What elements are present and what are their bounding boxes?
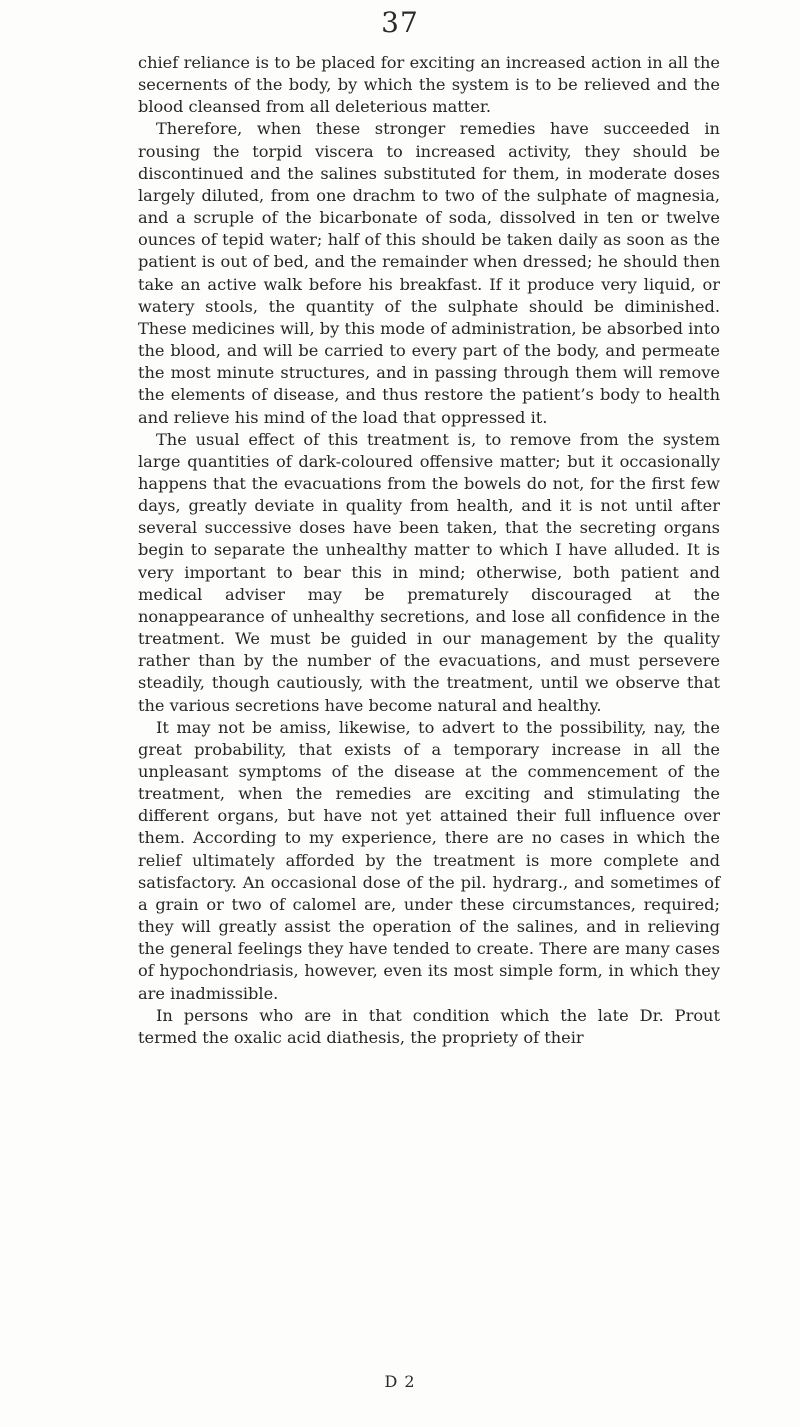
signature-mark: D 2 [384,1372,416,1391]
page-number: 37 [381,6,419,39]
body-text [138,52,720,1049]
paragraph-3: The usual effect of this treatment is, to remove from the system large quantities of dark-coloured offensive matter; but it occasionally happens that the evacuations from the bowels do not, for the first few days, greatly deviate in quality from health, and it is not until after several successive doses have been taken, that the secreting organs begin to separate the unhealthy matter to which I have alluded. It is very important to bear this in mind; otherwise, both patient and medical adviser may be prematurely discouraged at the nonappearance of unhealthy secretions, and lose all confidence in the treatment. We must be guided in our management by the quality rather than by the number of the evacuations, and must persevere steadily, though cautiously, with the treatment, until we observe that the various secretions have become natural and healthy. [138,429,720,715]
paragraph-4: It may not be amiss, likewise, to advert to the possibility, nay, the great probability, that exists of a temporary increase in all the unpleasant symptoms of the disease at the commencement of the treatment, when the remedies are exciting and stimulating the different organs, but have not yet attained their full influence over them. According to my experience, there are no cases in which the relief ultimately afforded by the treatment is more complete and satisfactory. An occasional dose of the pil. hydrarg., and sometimes of a grain or two of calomel are, under these circumstances, required; they will greatly assist the operation of the salines, and in relieving the general feelings they have tended to create. There are many cases of hypochondriasis, however, even its most simple form, in which they are inadmissible. [138,717,720,1003]
paragraph-2: Therefore, when these stronger remedies have succeeded in rousing the torpid viscera to increased activity, they should be discontinued and the salines substituted for them, in moderate doses largely diluted, from one drachm to two of the sulphate of magnesia, and a scruple of the bicarbonate of soda, dissolved in ten or twelve ounces of tepid water; half of this should be taken daily as soon as the patient is out of bed, and the remainder when dressed; he should then take an active walk before his breakfast. If it produce very liquid, or watery stools, the quantity of the sulphate should be diminished. These medicines will, by this mode of administration, be absorbed into the blood, and will be carried to every part of the body, and permeate the most minute structures, and in passing through them will remove the elements of disease, and thus restore the patient’s body to health and relieve his mind of the load that oppressed it. [138,119,720,427]
paragraph-1: chief reliance is to be placed for exciting an increased action in all the secernents of the body, by which the system is to be relieved and the blood cleansed from all deleterious matter. [138,53,720,117]
paragraph-5: In persons who are in that condition which the late Dr. Prout termed the oxalic acid diathesis, the propriety of their [138,1005,720,1047]
